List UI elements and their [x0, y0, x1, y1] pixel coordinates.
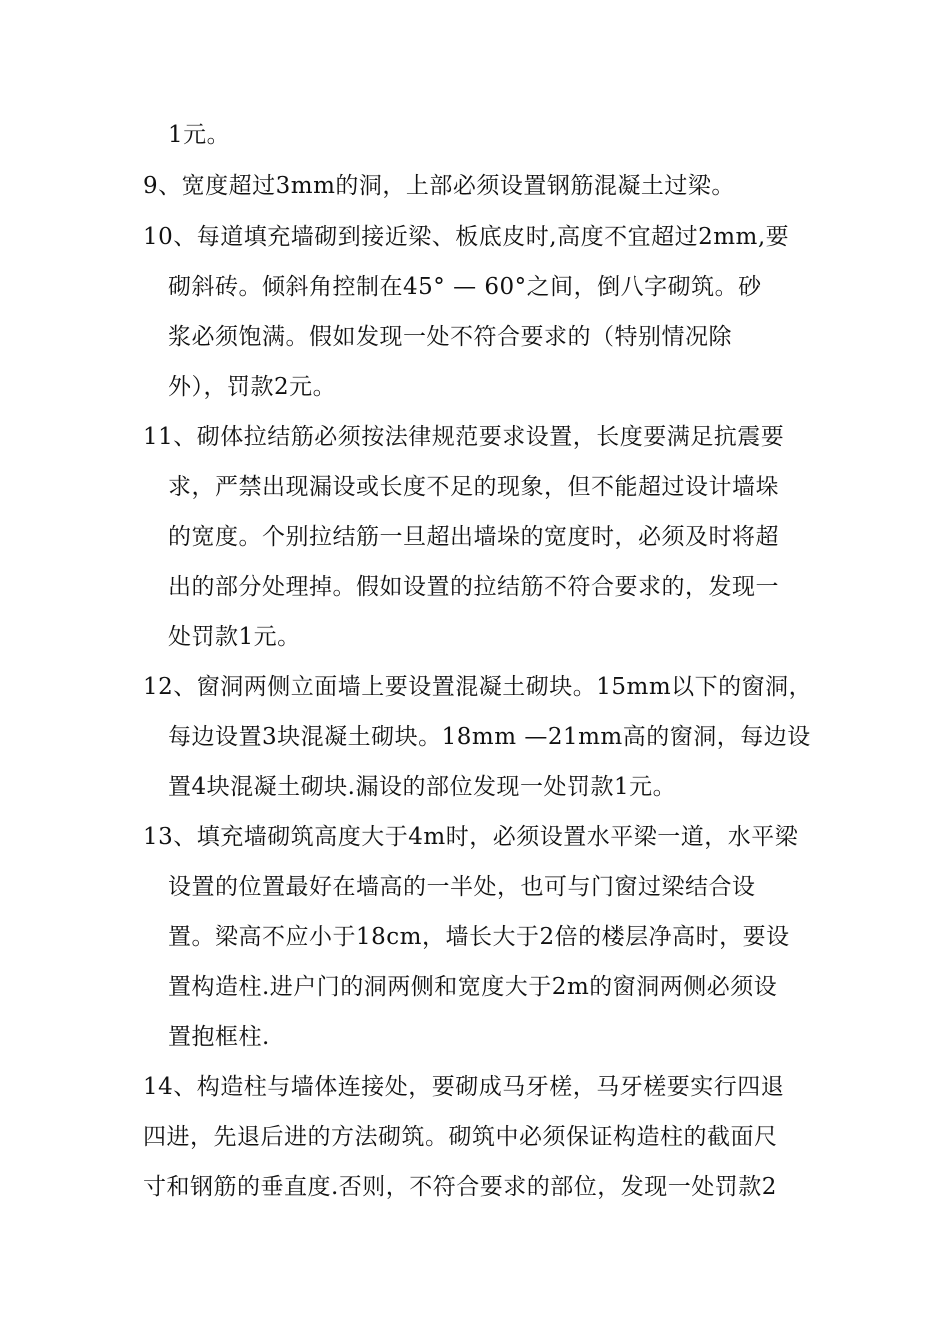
text-line: 每边设置3块混凝土砌块。18mm —21mm高的窗洞，每边设 — [168, 724, 811, 750]
text-line: 砌斜砖。倾斜角控制在45° — 60°之间，倒八字砌筑。砂 — [168, 274, 762, 300]
text-line: 12、窗洞两侧立面墙上要设置混凝土砌块。15mm以下的窗洞， — [143, 674, 813, 700]
text-line: 寸和钢筋的垂直度.否则，不符合要求的部位，发现一处罚款2 — [143, 1174, 777, 1200]
text-line: 处罚款1元。 — [168, 624, 301, 650]
text-line: 求，严禁出现漏设或长度不足的现象，但不能超过设计墙垛 — [168, 474, 779, 500]
text-line: 置构造柱.进户门的洞两侧和宽度大于2m的窗洞两侧必须设 — [168, 974, 778, 1000]
text-line: 置。梁高不应小于18cm，墙长大于2倍的楼层净高时，要设 — [168, 924, 790, 950]
text-line: 浆必须饱满。假如发现一处不符合要求的（特别情况除 — [168, 324, 732, 350]
text-line: 14、构造柱与墙体连接处，要砌成马牙槎，马牙槎要实行四退 — [143, 1074, 785, 1100]
text-line: 1元。 — [168, 122, 231, 148]
text-line: 四进，先退后进的方法砌筑。砌筑中必须保证构造柱的截面尺 — [143, 1124, 778, 1150]
text-line: 外），罚款2元。 — [168, 374, 337, 400]
text-line: 11、砌体拉结筋必须按法律规范要求设置，长度要满足抗震要 — [143, 424, 785, 450]
text-line: 10、每道填充墙砌到接近梁、板底皮时,高度不宜超过2mm,要 — [143, 224, 790, 250]
text-line: 置4块混凝土砌块.漏设的部位发现一处罚款1元。 — [168, 774, 677, 800]
text-line: 13、填充墙砌筑高度大于4m时，必须设置水平梁一道，水平梁 — [143, 824, 799, 850]
text-line: 出的部分处理掉。假如设置的拉结筋不符合要求的，发现一 — [168, 574, 779, 600]
text-line: 置抱框柱. — [168, 1024, 270, 1050]
text-line: 设置的位置最好在墙高的一半处，也可与门窗过梁结合设 — [168, 874, 756, 900]
text-line: 9、宽度超过3mm的洞，上部必须设置钢筋混凝土过梁。 — [143, 173, 735, 199]
text-line: 的宽度。个别拉结筋一旦超出墙垛的宽度时，必须及时将超 — [168, 524, 779, 550]
